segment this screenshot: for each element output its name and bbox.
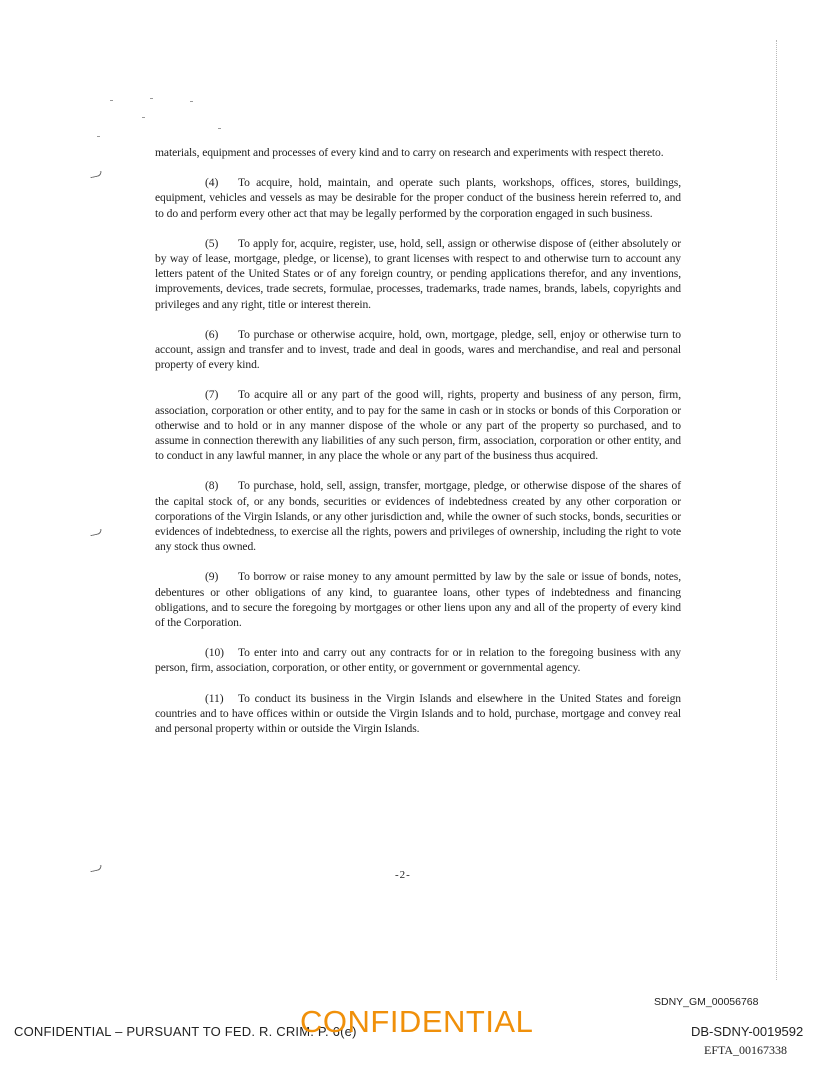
paragraph-10: (10) To enter into and carry out any contracts for or in relation to the foregoing business with any person, firm, association, corporation, or other entity, or government or governmental agency. <box>155 646 681 675</box>
paragraph-6: (6) To purchase or otherwise acquire, hold, own, mortgage, pledge, sell, enjoy or otherwise turn to account, assign and transfer and to invest, trade and deal in goods, wares and merchandise, and real and personal property of every kind. <box>155 327 681 372</box>
page-number: -2- <box>395 869 411 881</box>
binder-mark <box>90 865 103 872</box>
scan-speck <box>110 100 113 101</box>
paragraph-continuation: materials, equipment and processes of every kind and to carry on research and experiments with respect thereto. <box>155 146 664 159</box>
paragraph-7: (7) To acquire all or any part of the good will, rights, property and business of any person, firm, association, corporation or other entity, and to pay for the same in cash or in stocks or bonds of this Corporation or otherwise and to hold or in any manner dispose of the whole or any part of the property so purchased, and to assume in connection therewith any liabilities of any such person, firm, association, corporation or other entity, and to conduct in any lawful manner, in any place the whole or any part of the business thus acquired. <box>155 388 681 463</box>
confidential-stamp: CONFIDENTIAL <box>300 1004 534 1039</box>
scan-speck <box>97 136 100 137</box>
scan-speck <box>218 128 221 129</box>
document-body <box>155 145 681 736</box>
confidentiality-notice: CONFIDENTIAL – PURSUANT TO FED. R. CRIM. P. 6(e) <box>14 1024 357 1039</box>
binder-mark <box>90 171 103 178</box>
scan-speck <box>150 98 153 99</box>
bates-number-top: SDNY_GM_00056768 <box>654 996 759 1008</box>
paragraph-11: (11) To conduct its business in the Virgin Islands and elsewhere in the United States and foreign countries and to have offices within or outside the Virgin Islands and to hold, purchase, mortgage and convey real and personal property within or outside the Virgin Islands. <box>155 691 681 736</box>
binder-mark <box>90 529 103 536</box>
efta-number: EFTA_00167338 <box>704 1043 788 1057</box>
paragraph-9: (9) To borrow or raise money to any amount permitted by law by the sale or issue of bonds, notes, debentures or other obligations of any kind, to guarantee loans, other types of indebtedness and financing obligations, and to secure the foregoing by mortgages or other liens upon any and all of the property of every kind of the Corporation. <box>155 570 681 630</box>
paragraph-8: (8) To purchase, hold, sell, assign, transfer, mortgage, pledge, or otherwise dispose of the shares of the capital stock of, or any bonds, securities or evidences of indebtedness created by any other corporation or corporations of the Virgin Islands, or any other jurisdiction and, while the owner of such stocks, bonds, securities or evidences of indebtedness, to exercise all the rights, powers and privileges of ownership, including the right to vote any stock thus owned. <box>155 479 681 554</box>
paragraph-4: (4) To acquire, hold, maintain, and operate such plants, workshops, offices, stores, buildings, equipment, vehicles and vessels as may be desirable for the proper conduct of the business herein referred to, and to do and perform every other act that may be legally performed by the corporation engaged in such business. <box>155 176 681 220</box>
paragraph-5: (5) To apply for, acquire, register, use, hold, sell, assign or otherwise dispose of (either absolutely or by way of lease, mortgage, pledge, or license), to grant licenses with respect to and otherwise turn to account any letters patent of the United States or of any foreign country, or pending applications therefor, and any inventions, improvements, devices, trade secrets, formulae, processes, trademarks, trade names, brands, labels, copyrights and privileges and any right, title or interest therein. <box>155 236 681 311</box>
scan-speck <box>190 101 193 102</box>
scan-speck <box>142 117 145 118</box>
bates-number-right: DB-SDNY-0019592 <box>691 1024 804 1039</box>
scan-edge-line <box>776 40 777 980</box>
